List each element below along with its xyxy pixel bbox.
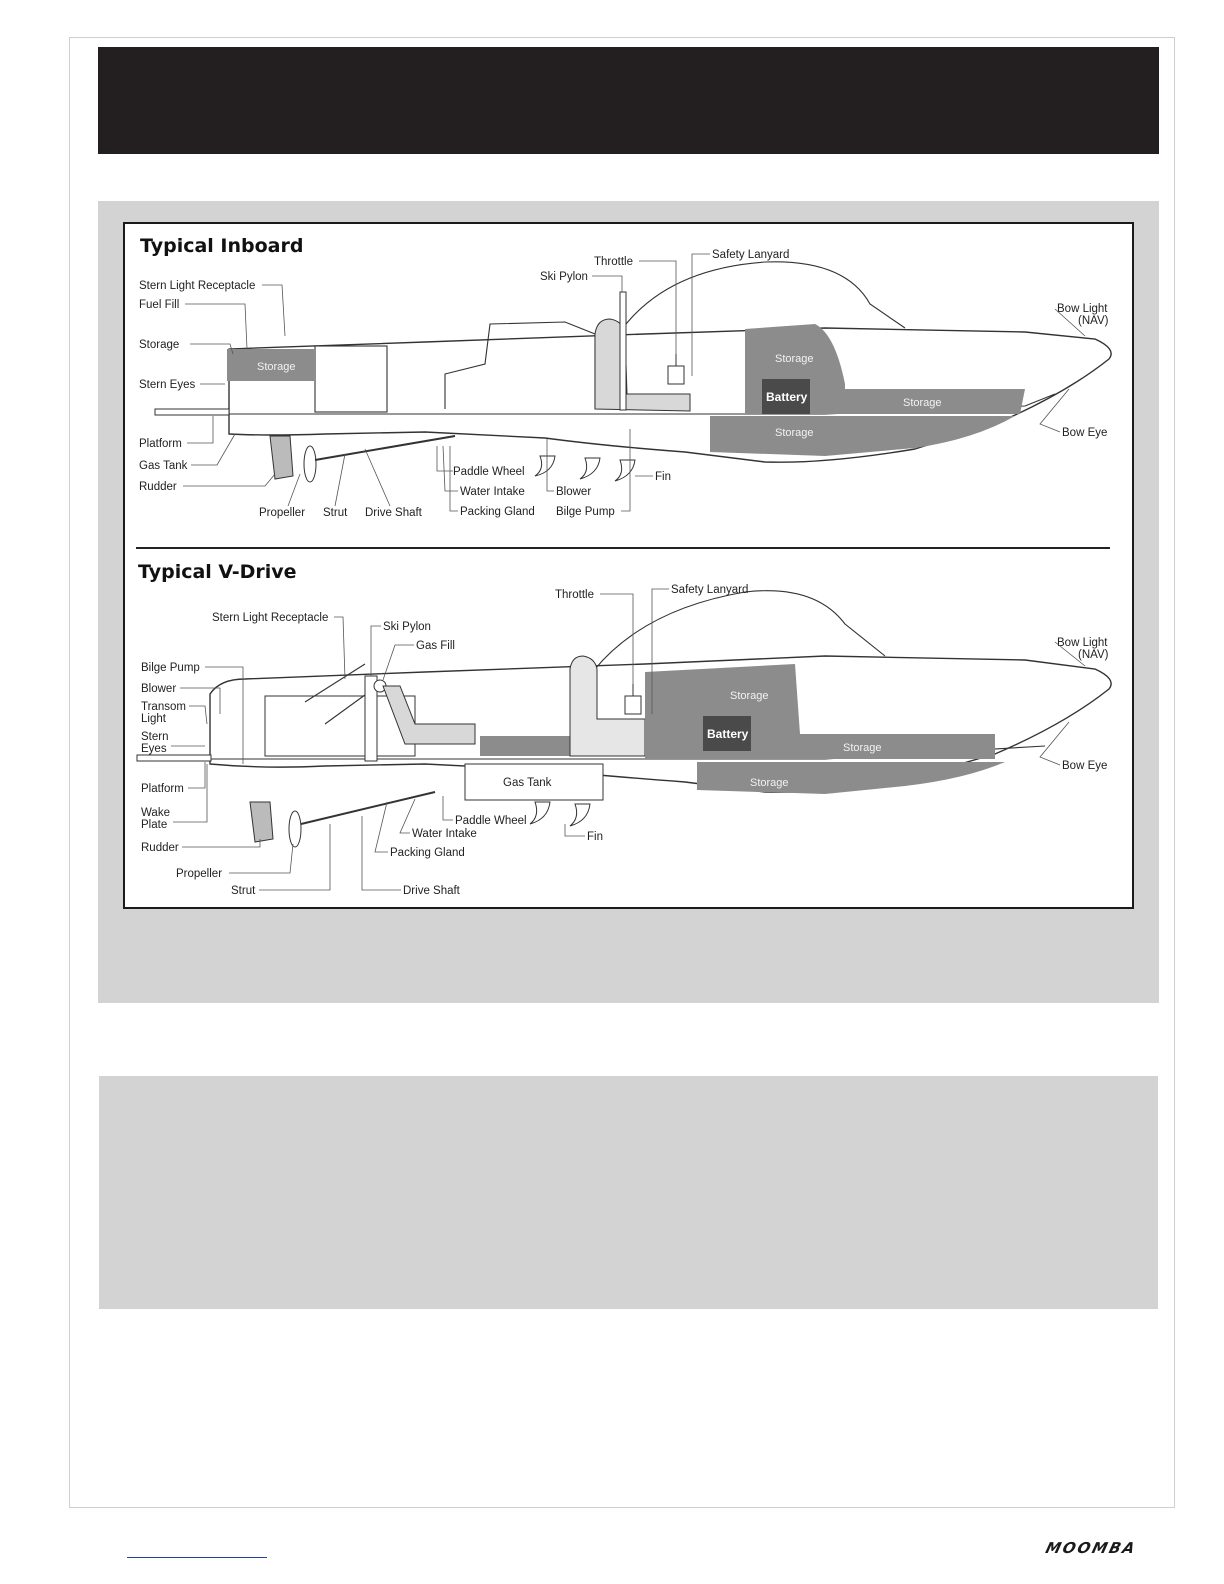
inboard-side-storage-text: Storage [903, 397, 942, 409]
inboard-floor-storage-text: Storage [775, 427, 814, 439]
inboard-label-propeller: Propeller [259, 507, 306, 519]
vdrive-label-strut: Strut [231, 885, 256, 897]
vdrive-label-packing-gland: Packing Gland [390, 847, 465, 859]
vdrive-diagram [137, 561, 1111, 897]
inboard-label-platform: Platform [139, 438, 182, 450]
brand-logo: MOOMBA [1043, 1539, 1139, 1557]
vdrive-label-stern-eyes-1: Stern [141, 731, 169, 743]
inboard-label-stern-eyes: Stern Eyes [139, 379, 196, 391]
inboard-label-bow-light: Bow Light [1057, 303, 1108, 315]
inboard-label-storage: Storage [139, 339, 180, 351]
inboard-leader-rudder [183, 474, 275, 486]
inboard-leader-stern-light [262, 285, 285, 336]
boat-diagram [123, 222, 1134, 909]
boat-diagram-svg [125, 224, 1132, 907]
inboard-leader-packing-gland [450, 446, 458, 511]
vdrive-leader-ski-pylon [371, 626, 381, 676]
inboard-label-ski-pylon: Ski Pylon [540, 271, 588, 283]
vdrive-label-transom-1: Transom [141, 701, 186, 713]
inboard-propeller [304, 446, 316, 482]
inboard-leader-fuel-fill [185, 304, 247, 349]
vdrive-label-blower: Blower [141, 683, 177, 695]
vdrive-label-drive-shaft: Drive Shaft [403, 885, 460, 897]
vdrive-title: Typical V-Drive [138, 561, 297, 583]
header-bar [98, 47, 1159, 154]
inboard-leader-drive-shaft [365, 449, 390, 506]
vdrive-label-stern-light: Stern Light Receptacle [212, 612, 329, 624]
inboard-leader-platform [187, 416, 213, 443]
vdrive-label-bow-light: Bow Light [1057, 637, 1108, 649]
vdrive-bow-storage-text: Storage [730, 690, 769, 702]
vdrive-label-water-intake: Water Intake [412, 828, 477, 840]
vdrive-floor-storage-text: Storage [750, 777, 789, 789]
vdrive-propeller [289, 811, 301, 847]
inboard-fin-3 [615, 460, 635, 481]
footer-rule [127, 1557, 267, 1558]
inboard-diagram [139, 235, 1111, 519]
inboard-label-rudder: Rudder [139, 481, 177, 493]
info-panel [99, 1076, 1158, 1309]
inboard-stern-storage-text: Storage [257, 361, 296, 373]
inboard-label-stern-light: Stern Light Receptacle [139, 280, 256, 292]
vdrive-label-safety-lanyard: Safety Lanyard [671, 584, 749, 596]
vdrive-label-bow-light-nav: (NAV) [1078, 649, 1109, 661]
inboard-label-bow-eye: Bow Eye [1062, 427, 1108, 439]
inboard-rear-seat [315, 346, 387, 412]
inboard-label-drive-shaft: Drive Shaft [365, 507, 422, 519]
vdrive-leader-stern-light [334, 617, 345, 679]
inboard-bow-storage-text: Storage [775, 353, 814, 365]
vdrive-gas-tank-text: Gas Tank [503, 777, 552, 789]
vdrive-label-rudder: Rudder [141, 842, 179, 854]
inboard-label-paddle-wheel: Paddle Wheel [453, 466, 525, 478]
vdrive-leader-paddle-wheel [443, 796, 453, 820]
vdrive-label-fin: Fin [587, 831, 603, 843]
inboard-ski-pylon [620, 292, 626, 410]
inboard-windshield [620, 262, 905, 332]
inboard-label-gas-tank: Gas Tank [139, 460, 188, 472]
inboard-leader-strut [335, 454, 345, 506]
inboard-floor-storage-zone [710, 416, 1015, 456]
inboard-battery-text: Battery [766, 390, 808, 404]
inboard-label-strut: Strut [323, 507, 348, 519]
vdrive-leader-propeller [229, 844, 293, 873]
vdrive-battery-text: Battery [707, 727, 749, 741]
vdrive-leader-platform [188, 762, 205, 788]
vdrive-fin-1 [530, 802, 550, 824]
inboard-label-fin: Fin [655, 471, 671, 483]
inboard-leader-propeller [288, 474, 300, 506]
inboard-label-blower: Blower [556, 486, 592, 498]
vdrive-drive-shaft [301, 792, 435, 824]
vdrive-label-transom-2: Light [141, 713, 166, 725]
vdrive-label-wake-1: Wake [141, 807, 170, 819]
inboard-title: Typical Inboard [140, 235, 304, 257]
inboard-fin-1 [535, 456, 555, 476]
vdrive-label-bilge-pump: Bilge Pump [141, 662, 200, 674]
vdrive-leader-fin [565, 824, 585, 836]
inboard-label-bilge-pump: Bilge Pump [556, 506, 615, 518]
vdrive-leader-rudder [182, 839, 260, 847]
inboard-leader-paddle-wheel [437, 446, 453, 471]
vdrive-floor-storage-zone [697, 762, 1005, 794]
vdrive-label-propeller: Propeller [176, 868, 223, 880]
inboard-fin-2 [580, 458, 600, 479]
vdrive-label-stern-eyes-2: Eyes [141, 743, 167, 755]
vdrive-label-wake-2: Plate [141, 819, 168, 831]
inboard-label-packing-gland: Packing Gland [460, 506, 535, 518]
inboard-label-safety-lanyard: Safety Lanyard [712, 249, 790, 261]
vdrive-label-gas-fill: Gas Fill [416, 640, 455, 652]
vdrive-floor-strip [480, 736, 570, 756]
inboard-rudder [270, 436, 293, 479]
vdrive-label-ski-pylon: Ski Pylon [383, 621, 431, 633]
inboard-leader-ski-pylon [592, 276, 622, 292]
vdrive-side-storage-text: Storage [843, 742, 882, 754]
vdrive-label-paddle-wheel: Paddle Wheel [455, 815, 527, 827]
vdrive-label-platform: Platform [141, 783, 184, 795]
vdrive-rudder [250, 802, 273, 842]
inboard-label-water-intake: Water Intake [460, 486, 525, 498]
vdrive-throttle-box [625, 696, 641, 714]
inboard-label-throttle: Throttle [594, 256, 633, 268]
vdrive-leader-packing-gland [375, 802, 388, 852]
inboard-drive-shaft [315, 436, 455, 460]
inboard-swim-platform [155, 409, 229, 415]
vdrive-label-throttle: Throttle [555, 589, 594, 601]
vdrive-swim-platform [137, 755, 211, 761]
vdrive-label-bow-eye: Bow Eye [1062, 760, 1108, 772]
vdrive-fin-2 [570, 804, 590, 826]
inboard-throttle-box [668, 366, 684, 384]
inboard-label-bow-light-nav: (NAV) [1078, 315, 1109, 327]
inboard-leader-storage [190, 344, 233, 354]
inboard-label-fuel-fill: Fuel Fill [139, 299, 180, 311]
vdrive-leader-transom [189, 706, 207, 724]
